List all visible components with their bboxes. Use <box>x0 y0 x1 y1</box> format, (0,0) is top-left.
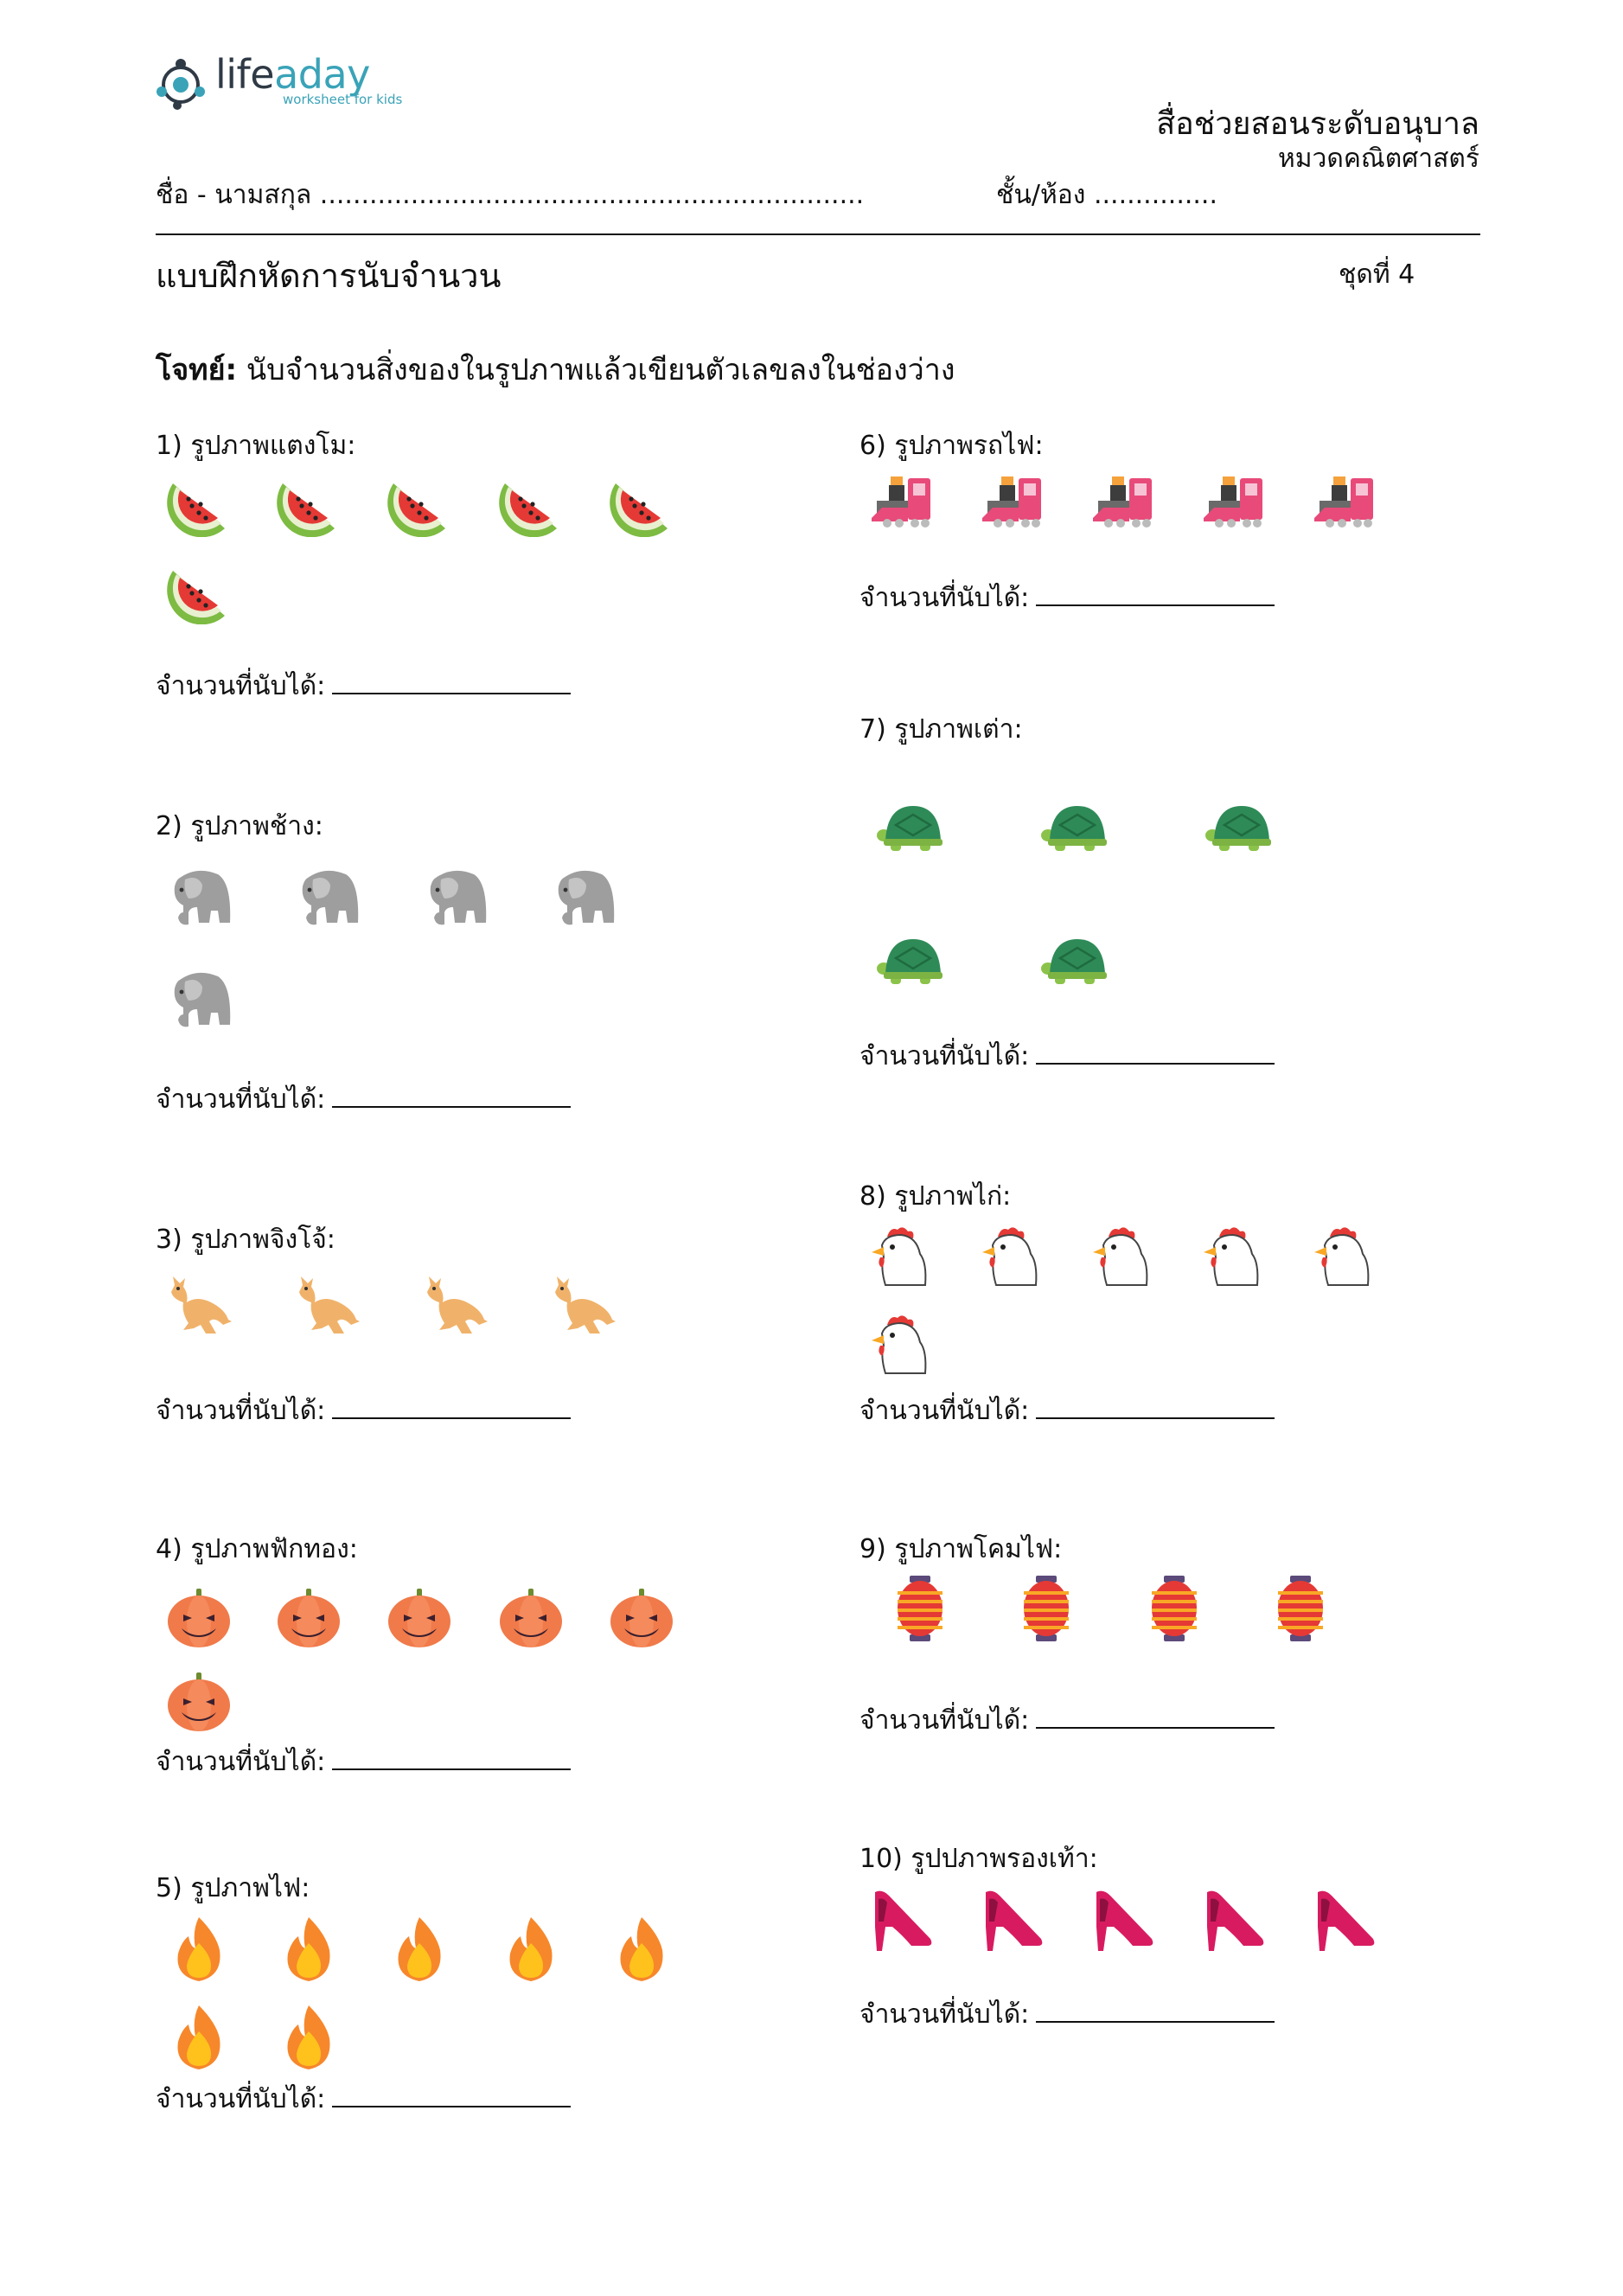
question-3-label: 3) รูปภาพจิงโจ้: <box>156 1225 335 1255</box>
high-heel-icon <box>1197 1883 1269 1956</box>
instruction <box>156 346 955 393</box>
fire-icon <box>272 2000 345 2073</box>
high-heel-icon <box>1307 1883 1380 1956</box>
worksheet-set: ชุดที่ 4 <box>1339 259 1415 290</box>
high-heel-icon <box>975 1883 1048 1956</box>
question-8-answer-row <box>859 1391 1275 1431</box>
answer-blank[interactable] <box>1036 1044 1275 1065</box>
pumpkin-icon <box>163 1580 235 1653</box>
answer-blank[interactable] <box>332 674 571 694</box>
answer-label: จำนวนที่นับได้: <box>156 1084 326 1115</box>
train-icon <box>975 464 1048 537</box>
question-4-answer-row <box>156 1742 571 1782</box>
high-heel-icon <box>865 1883 937 1956</box>
fire-icon <box>163 1912 235 1985</box>
watermelon-icon <box>163 464 235 537</box>
question-3-answer-row <box>156 1391 571 1431</box>
elephant-icon <box>163 963 235 1035</box>
question-5-answer-row <box>156 2079 571 2120</box>
watermelon-icon <box>272 464 345 537</box>
question-6-label: 6) รูปภาพรถไฟ: <box>859 431 1044 461</box>
name-field: ชื่อ - นามสกุล .................................................................. <box>156 180 865 210</box>
kangaroo-icon <box>419 1268 491 1340</box>
answer-blank[interactable] <box>1036 1708 1275 1729</box>
question-2-label: 2) รูปภาพช้าง: <box>156 811 323 841</box>
question-7-answer-row <box>859 1036 1275 1077</box>
watermelon-icon <box>495 464 567 537</box>
elephant-icon <box>163 860 235 933</box>
answer-label: จำนวนที่นับได้: <box>156 2084 326 2114</box>
answer-label: จำนวนที่นับได้: <box>156 1747 326 1777</box>
molecule-logo-icon <box>150 54 210 114</box>
answer-label: จำนวนที่นับได้: <box>859 1396 1030 1426</box>
question-9-label: 9) รูปภาพโคมไฟ: <box>859 1534 1063 1564</box>
train-icon <box>1086 464 1159 537</box>
question-9-answer-row <box>859 1700 1275 1741</box>
answer-label: จำนวนที่นับได้: <box>156 671 326 701</box>
answer-label: จำนวนที่นับได้: <box>859 1041 1030 1071</box>
chicken-icon <box>865 1308 937 1380</box>
pumpkin-icon <box>272 1580 345 1653</box>
answer-blank[interactable] <box>332 2087 571 2107</box>
lantern-icon <box>1138 1572 1211 1645</box>
fire-icon <box>272 1912 345 1985</box>
fire-icon <box>163 2000 235 2073</box>
answer-blank[interactable] <box>332 1087 571 1108</box>
chicken-icon <box>1086 1219 1159 1292</box>
answer-blank[interactable] <box>1036 585 1275 606</box>
fire-icon <box>605 1912 678 1985</box>
elephant-icon <box>419 860 491 933</box>
answer-blank[interactable] <box>332 1749 571 1770</box>
answer-label: จำนวนที่นับได้: <box>859 1999 1030 2030</box>
answer-blank[interactable] <box>1036 2002 1275 2023</box>
question-2-answer-row <box>156 1079 571 1120</box>
chicken-icon <box>1197 1219 1269 1292</box>
lantern-icon <box>1264 1572 1337 1645</box>
logo-name: lifeaday <box>215 51 370 98</box>
pumpkin-icon <box>495 1580 567 1653</box>
chicken-icon <box>1307 1219 1380 1292</box>
fire-icon <box>383 1912 456 1985</box>
instruction-label: โจทย์: <box>156 353 238 387</box>
kangaroo-icon <box>163 1268 235 1340</box>
train-icon <box>1307 464 1380 537</box>
lantern-icon <box>1010 1572 1083 1645</box>
turtle-icon <box>873 789 946 861</box>
question-5-label: 5) รูปภาพไฟ: <box>156 1873 310 1903</box>
elephant-icon <box>546 860 619 933</box>
logo-tagline: worksheet for kids <box>283 92 403 107</box>
train-icon <box>865 464 937 537</box>
turtle-icon <box>1038 789 1110 861</box>
kangaroo-icon <box>291 1268 363 1340</box>
instruction-text: นับจำนวนสิ่งของในรูปภาพแล้วเขียนตัวเลขลงในช่องว่าง <box>237 353 955 387</box>
answer-label: จำนวนที่นับได้: <box>859 583 1030 613</box>
answer-blank[interactable] <box>332 1398 571 1419</box>
worksheet-title: แบบฝึกหัดการนับจำนวน <box>156 257 502 295</box>
watermelon-icon <box>383 464 456 537</box>
chicken-icon <box>865 1219 937 1292</box>
question-7-label: 7) รูปภาพเต่า: <box>859 714 1023 745</box>
watermelon-icon <box>605 464 678 537</box>
answer-blank[interactable] <box>1036 1398 1275 1419</box>
lifeaday-logo <box>150 51 403 123</box>
fire-icon <box>495 1912 567 1985</box>
train-icon <box>1197 464 1269 537</box>
question-6-answer-row <box>859 578 1275 618</box>
question-10-label: 10) รูปปภาพรองเท้า: <box>859 1844 1098 1874</box>
turtle-icon <box>873 922 946 995</box>
header-subject: หมวดคณิตศาสตร์ <box>1277 144 1479 174</box>
pumpkin-icon <box>605 1580 678 1653</box>
class-field: ชั้น/ห้อง ............... <box>996 180 1217 210</box>
question-10-answer-row <box>859 1994 1275 2035</box>
header-divider <box>156 233 1480 235</box>
high-heel-icon <box>1086 1883 1159 1956</box>
watermelon-icon <box>163 552 235 624</box>
elephant-icon <box>291 860 363 933</box>
chicken-icon <box>975 1219 1048 1292</box>
pumpkin-icon <box>383 1580 456 1653</box>
header-title: สื่อช่วยสอนระดับอนุบาล <box>1156 106 1479 142</box>
question-1-label: 1) รูปภาพแตงโม: <box>156 431 356 461</box>
pumpkin-icon <box>163 1664 235 1736</box>
question-8-label: 8) รูปภาพไก่: <box>859 1181 1012 1212</box>
kangaroo-icon <box>546 1268 619 1340</box>
question-4-label: 4) รูปภาพฟักทอง: <box>156 1534 358 1564</box>
lantern-icon <box>884 1572 956 1645</box>
question-1-answer-row <box>156 666 571 707</box>
answer-label: จำนวนที่นับได้: <box>156 1396 326 1426</box>
turtle-icon <box>1038 922 1110 995</box>
turtle-icon <box>1202 789 1275 861</box>
answer-label: จำนวนที่นับได้: <box>859 1705 1030 1736</box>
